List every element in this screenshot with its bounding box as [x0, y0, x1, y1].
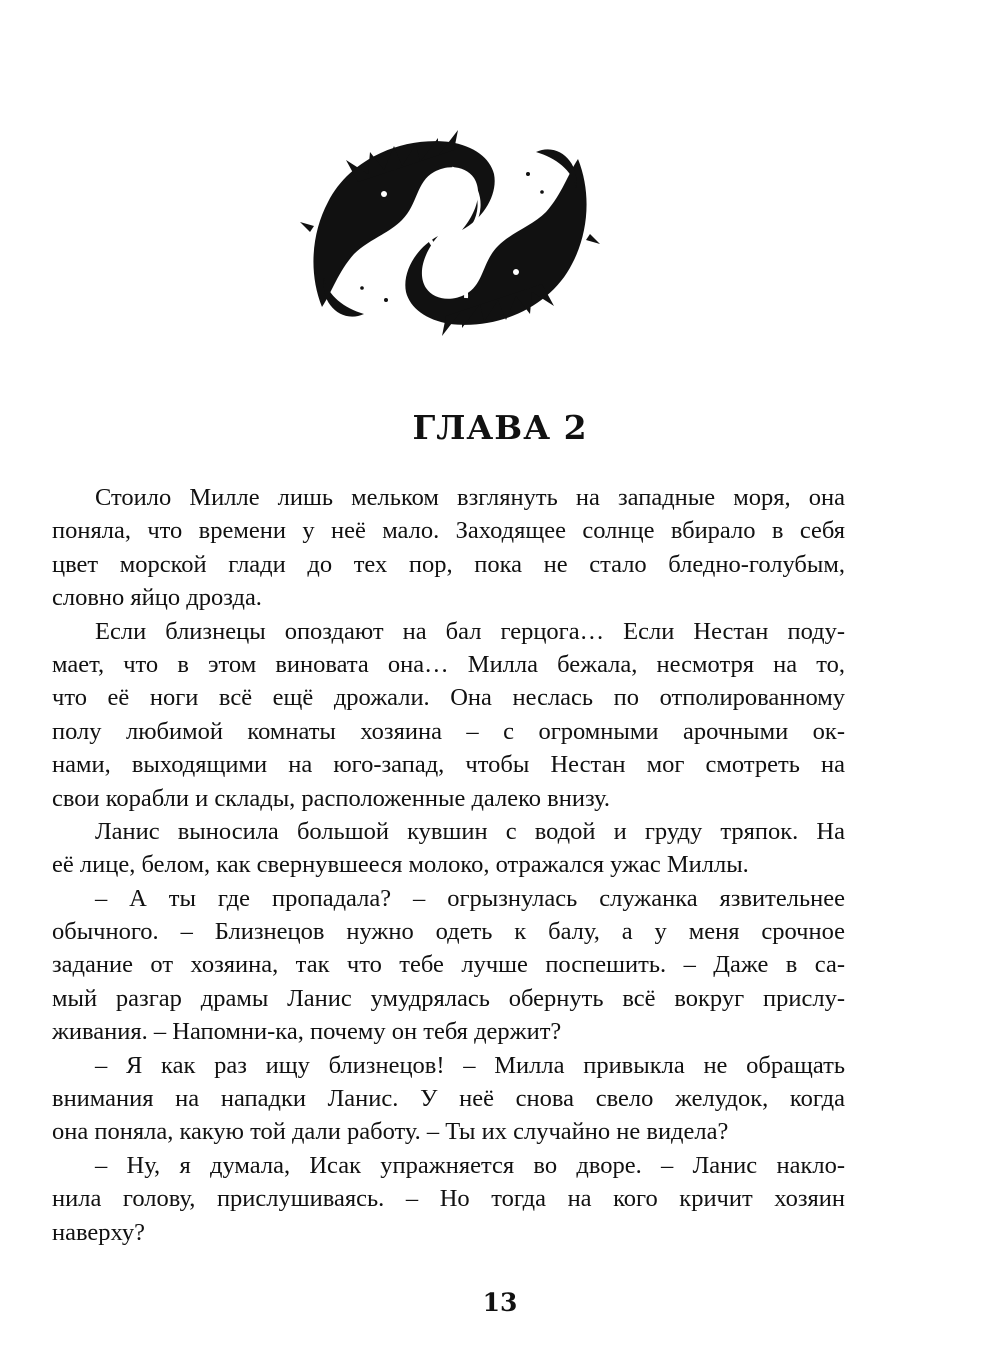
paragraph: [52, 815, 845, 882]
text-line: Стоило Милле лишь мельком взглянуть на западные моря, она: [95, 484, 845, 511]
text-line: полу любимой комнаты хозяина – с огромными арочными ок-: [52, 717, 845, 745]
paragraph: [52, 481, 845, 615]
paragraph: [52, 1149, 845, 1249]
paragraph: [52, 1049, 845, 1149]
text-line: она поняла, какую той дали работу. – Ты их случайно не видела?: [52, 1118, 729, 1146]
text-line: внимания на нападки Ланис. У неё снова свело желудок, когда: [52, 1085, 845, 1113]
text-line: нами, выходящими на юго-запад, чтобы Нестан мог смотреть на: [52, 751, 845, 779]
text-line: наверху?: [52, 1218, 145, 1246]
text-line: её лице, белом, как свернувшееся молоко, отражался ужас Миллы.: [52, 851, 749, 879]
text-line: мает, что в этом виновата она… Милла бежала, несмотря на то,: [52, 650, 845, 678]
chapter-title: ГЛАВА 2: [412, 408, 588, 447]
text-line: – Ну, я думала, Исак упражняется во дворе. – Ланис накло-: [95, 1151, 845, 1179]
text-line: поняла, что времени у неё мало. Заходящее солнце вбирало в себя: [52, 517, 845, 545]
paragraph: [52, 615, 845, 815]
text-line: что её ноги всё ещё дрожали. Она неслась по отполированному: [52, 684, 845, 712]
text-line: свои корабли и склады, расположенные далеко внизу.: [52, 784, 611, 812]
page-number: 13: [482, 1288, 518, 1317]
text-line: живания. – Напомни-ка, почему он тебя держит?: [52, 1018, 562, 1046]
text-line: задание от хозяина, так что тебе лучше поспешить. – Даже в са-: [52, 951, 845, 979]
chapter-body: [52, 481, 845, 1249]
text-line: – Я как раз ищу близнецов! – Милла привыкла не обращать: [95, 1051, 845, 1079]
text-line: – А ты где пропадала? – огрызнулась служанка язвительнее: [95, 884, 845, 912]
text-line: Ланис выносила большой кувшин с водой и груду тряпок. На: [95, 817, 845, 845]
text-line: словно яйцо дрозда.: [52, 584, 262, 612]
text-line: цвет морской глади до тех пор, пока не стало бледно-голубым,: [52, 550, 845, 578]
text-line: обычного. – Близнецов нужно одеть к балу, а у меня срочное: [52, 918, 845, 946]
twin-dragons-icon: [298, 122, 602, 344]
text-line: нила голову, прислушиваясь. – Но тогда на кого кричит хозяин: [52, 1185, 845, 1213]
text-line: мый разгар драмы Ланис умудрялась обернуть всё вокруг прислу-: [52, 984, 845, 1012]
text-line: Если близнецы опоздают на бал герцога… Если Нестан поду-: [95, 617, 845, 645]
paragraph: [52, 882, 845, 1049]
